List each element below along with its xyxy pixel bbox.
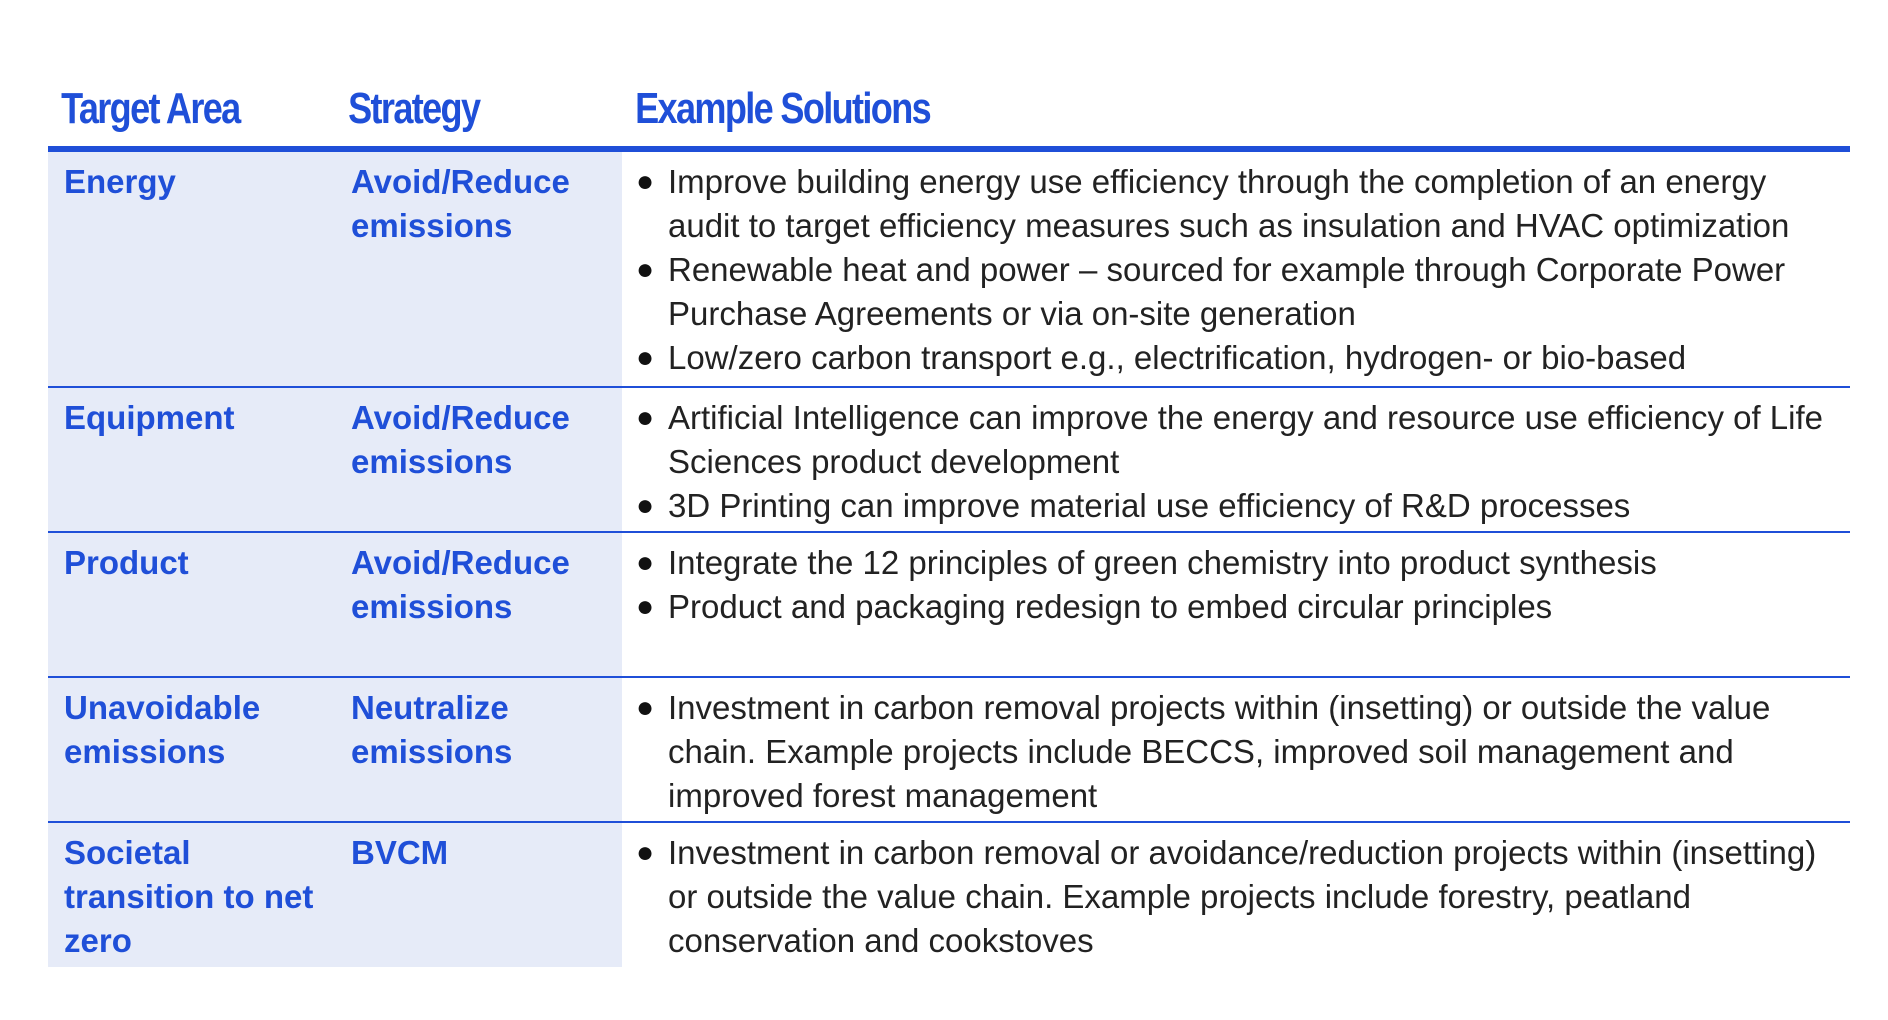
strategy-cell: Neutralize emissions xyxy=(335,678,622,821)
target-area-cell: Energy xyxy=(48,152,335,386)
bullet-icon: ● xyxy=(636,836,655,869)
bullet-icon: ● xyxy=(636,253,655,286)
target-area-cell: Product xyxy=(48,533,335,676)
strategy-cell: Avoid/Reduce emissions xyxy=(335,388,622,531)
solution-text: Product and packaging redesign to embed circular principles xyxy=(668,588,1553,625)
table-row-product xyxy=(48,533,1850,678)
solutions-cell xyxy=(622,152,1850,386)
solution-text: Investment in carbon removal projects within (insetting) or outside the value chain. Example projects include BECCS, improved soil management and improved forest management xyxy=(668,689,1771,814)
solutions-cell xyxy=(622,388,1850,531)
solutions-cell xyxy=(622,823,1850,967)
bullet-icon: ● xyxy=(636,401,655,434)
header-example-solutions: Example Solutions xyxy=(635,84,931,133)
solution-item xyxy=(636,686,1850,818)
solution-item xyxy=(636,160,1850,248)
solution-text: Improve building energy use efficiency through the completion of an energy audit to target efficiency measures such as insulation and HVAC optimization xyxy=(668,163,1790,244)
solutions-table xyxy=(48,74,1850,967)
bullet-icon: ● xyxy=(636,341,655,374)
header-strategy: Strategy xyxy=(348,84,480,133)
solution-text: Integrate the 12 principles of green chemistry into product synthesis xyxy=(668,544,1657,581)
solution-item xyxy=(636,541,1850,585)
solution-text: 3D Printing can improve material use efficiency of R&D processes xyxy=(668,487,1631,524)
table-row-energy xyxy=(48,152,1850,388)
bullet-icon: ● xyxy=(636,165,655,198)
solution-item xyxy=(636,831,1850,963)
target-area-cell: Unavoidable emissions xyxy=(48,678,335,821)
bullet-icon: ● xyxy=(636,590,655,623)
header-target-area: Target Area xyxy=(61,84,240,133)
target-area-cell: Societal transition to net zero xyxy=(48,823,335,967)
solution-item xyxy=(636,336,1850,380)
solution-item xyxy=(636,484,1850,528)
strategy-cell: Avoid/Reduce emissions xyxy=(335,533,622,676)
solution-text: Low/zero carbon transport e.g., electrification, hydrogen- or bio-based xyxy=(668,339,1687,376)
target-area-cell: Equipment xyxy=(48,388,335,531)
table-header xyxy=(48,74,1850,152)
bullet-icon: ● xyxy=(636,489,655,522)
bullet-icon: ● xyxy=(636,546,655,579)
table-row-equipment xyxy=(48,388,1850,533)
solution-item xyxy=(636,585,1850,629)
solution-item xyxy=(636,248,1850,336)
solutions-cell xyxy=(622,678,1850,821)
solution-item xyxy=(636,396,1850,484)
table-row-societal-transition xyxy=(48,823,1850,967)
solution-text: Investment in carbon removal or avoidance/reduction projects within (insetting) or outside the value chain. Example projects include forestry, peatland conservation and cookstoves xyxy=(668,834,1817,959)
strategy-cell: Avoid/Reduce emissions xyxy=(335,152,622,386)
table-row-unavoidable-emissions xyxy=(48,678,1850,823)
bullet-icon: ● xyxy=(636,691,655,724)
solution-text: Renewable heat and power – sourced for example through Corporate Power Purchase Agreements or via on-site generation xyxy=(668,251,1786,332)
strategy-cell: BVCM xyxy=(335,823,622,967)
solution-text: Artificial Intelligence can improve the energy and resource use efficiency of Life Sciences product development xyxy=(668,399,1824,480)
solutions-cell xyxy=(622,533,1850,676)
